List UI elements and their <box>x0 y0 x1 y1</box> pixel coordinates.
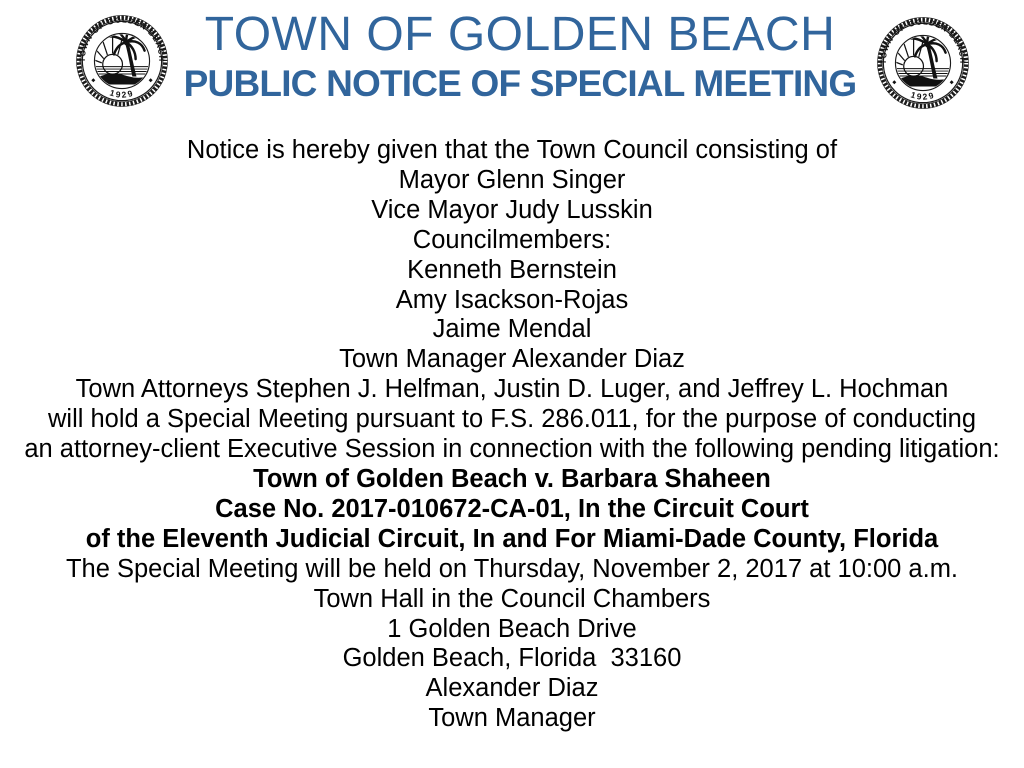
header-title <box>20 10 1020 104</box>
notice-line: Vice Mayor Judy Lusskin <box>371 195 653 224</box>
page-subtitle: PUBLIC NOTICE OF SPECIAL MEETING <box>183 63 857 104</box>
notice-body <box>0 136 1024 734</box>
svg-text:TOWN OF GOLDEN BEACH: TOWN OF GOLDEN BEACH <box>878 17 968 65</box>
notice-line: an attorney-client Executive Session in connection with the following pending litigation: <box>24 435 1000 464</box>
notice-line: Town of Golden Beach v. Barbara Shaheen <box>253 464 771 493</box>
notice-line: The Special Meeting will be held on Thursday, November 2, 2017 at 10:00 a.m. <box>65 554 959 583</box>
notice-line: Jaime Mendal <box>432 315 592 344</box>
notice-line: Town Manager Alexander Diaz <box>339 345 685 374</box>
notice-line: Town Attorneys Stephen J. Helfman, Justin D. Luger, and Jeffrey L. Hochman <box>75 375 949 404</box>
notice-line: 1 Golden Beach Drive <box>387 614 637 643</box>
town-seal-right <box>876 16 970 110</box>
notice-line: Notice is hereby given that the Town Council consisting of <box>186 136 838 164</box>
notice-line: Town Hall in the Council Chambers <box>313 584 711 613</box>
town-seal-icon <box>876 16 970 110</box>
notice-line: Mayor Glenn Singer <box>398 165 626 194</box>
svg-text:1929: 1929 <box>909 89 937 102</box>
svg-text:TOWN OF GOLDEN BEACH: TOWN OF GOLDEN BEACH <box>77 15 167 63</box>
notice-line: Case No. 2017-010672-CA-01, In the Circuit Court <box>215 494 809 523</box>
notice-header <box>0 0 1024 130</box>
notice-line: of the Eleventh Judicial Circuit, In and For Miami-Dade County, Florida <box>85 524 939 553</box>
notice-line: Town Manager <box>428 704 596 733</box>
notice-line: Kenneth Bernstein <box>407 255 617 284</box>
notice-line: Golden Beach, Florida 33160 <box>342 644 682 673</box>
notice-line: Councilmembers: <box>412 225 612 254</box>
svg-text:1929: 1929 <box>108 87 136 100</box>
notice-line: will hold a Special Meeting pursuant to F.S. 286.011, for the purpose of conducting <box>47 405 977 434</box>
notice-line: Amy Isackson-Rojas <box>395 285 629 314</box>
page-title: TOWN OF GOLDEN BEACH <box>204 8 836 61</box>
notice-line: Alexander Diaz <box>425 674 599 703</box>
